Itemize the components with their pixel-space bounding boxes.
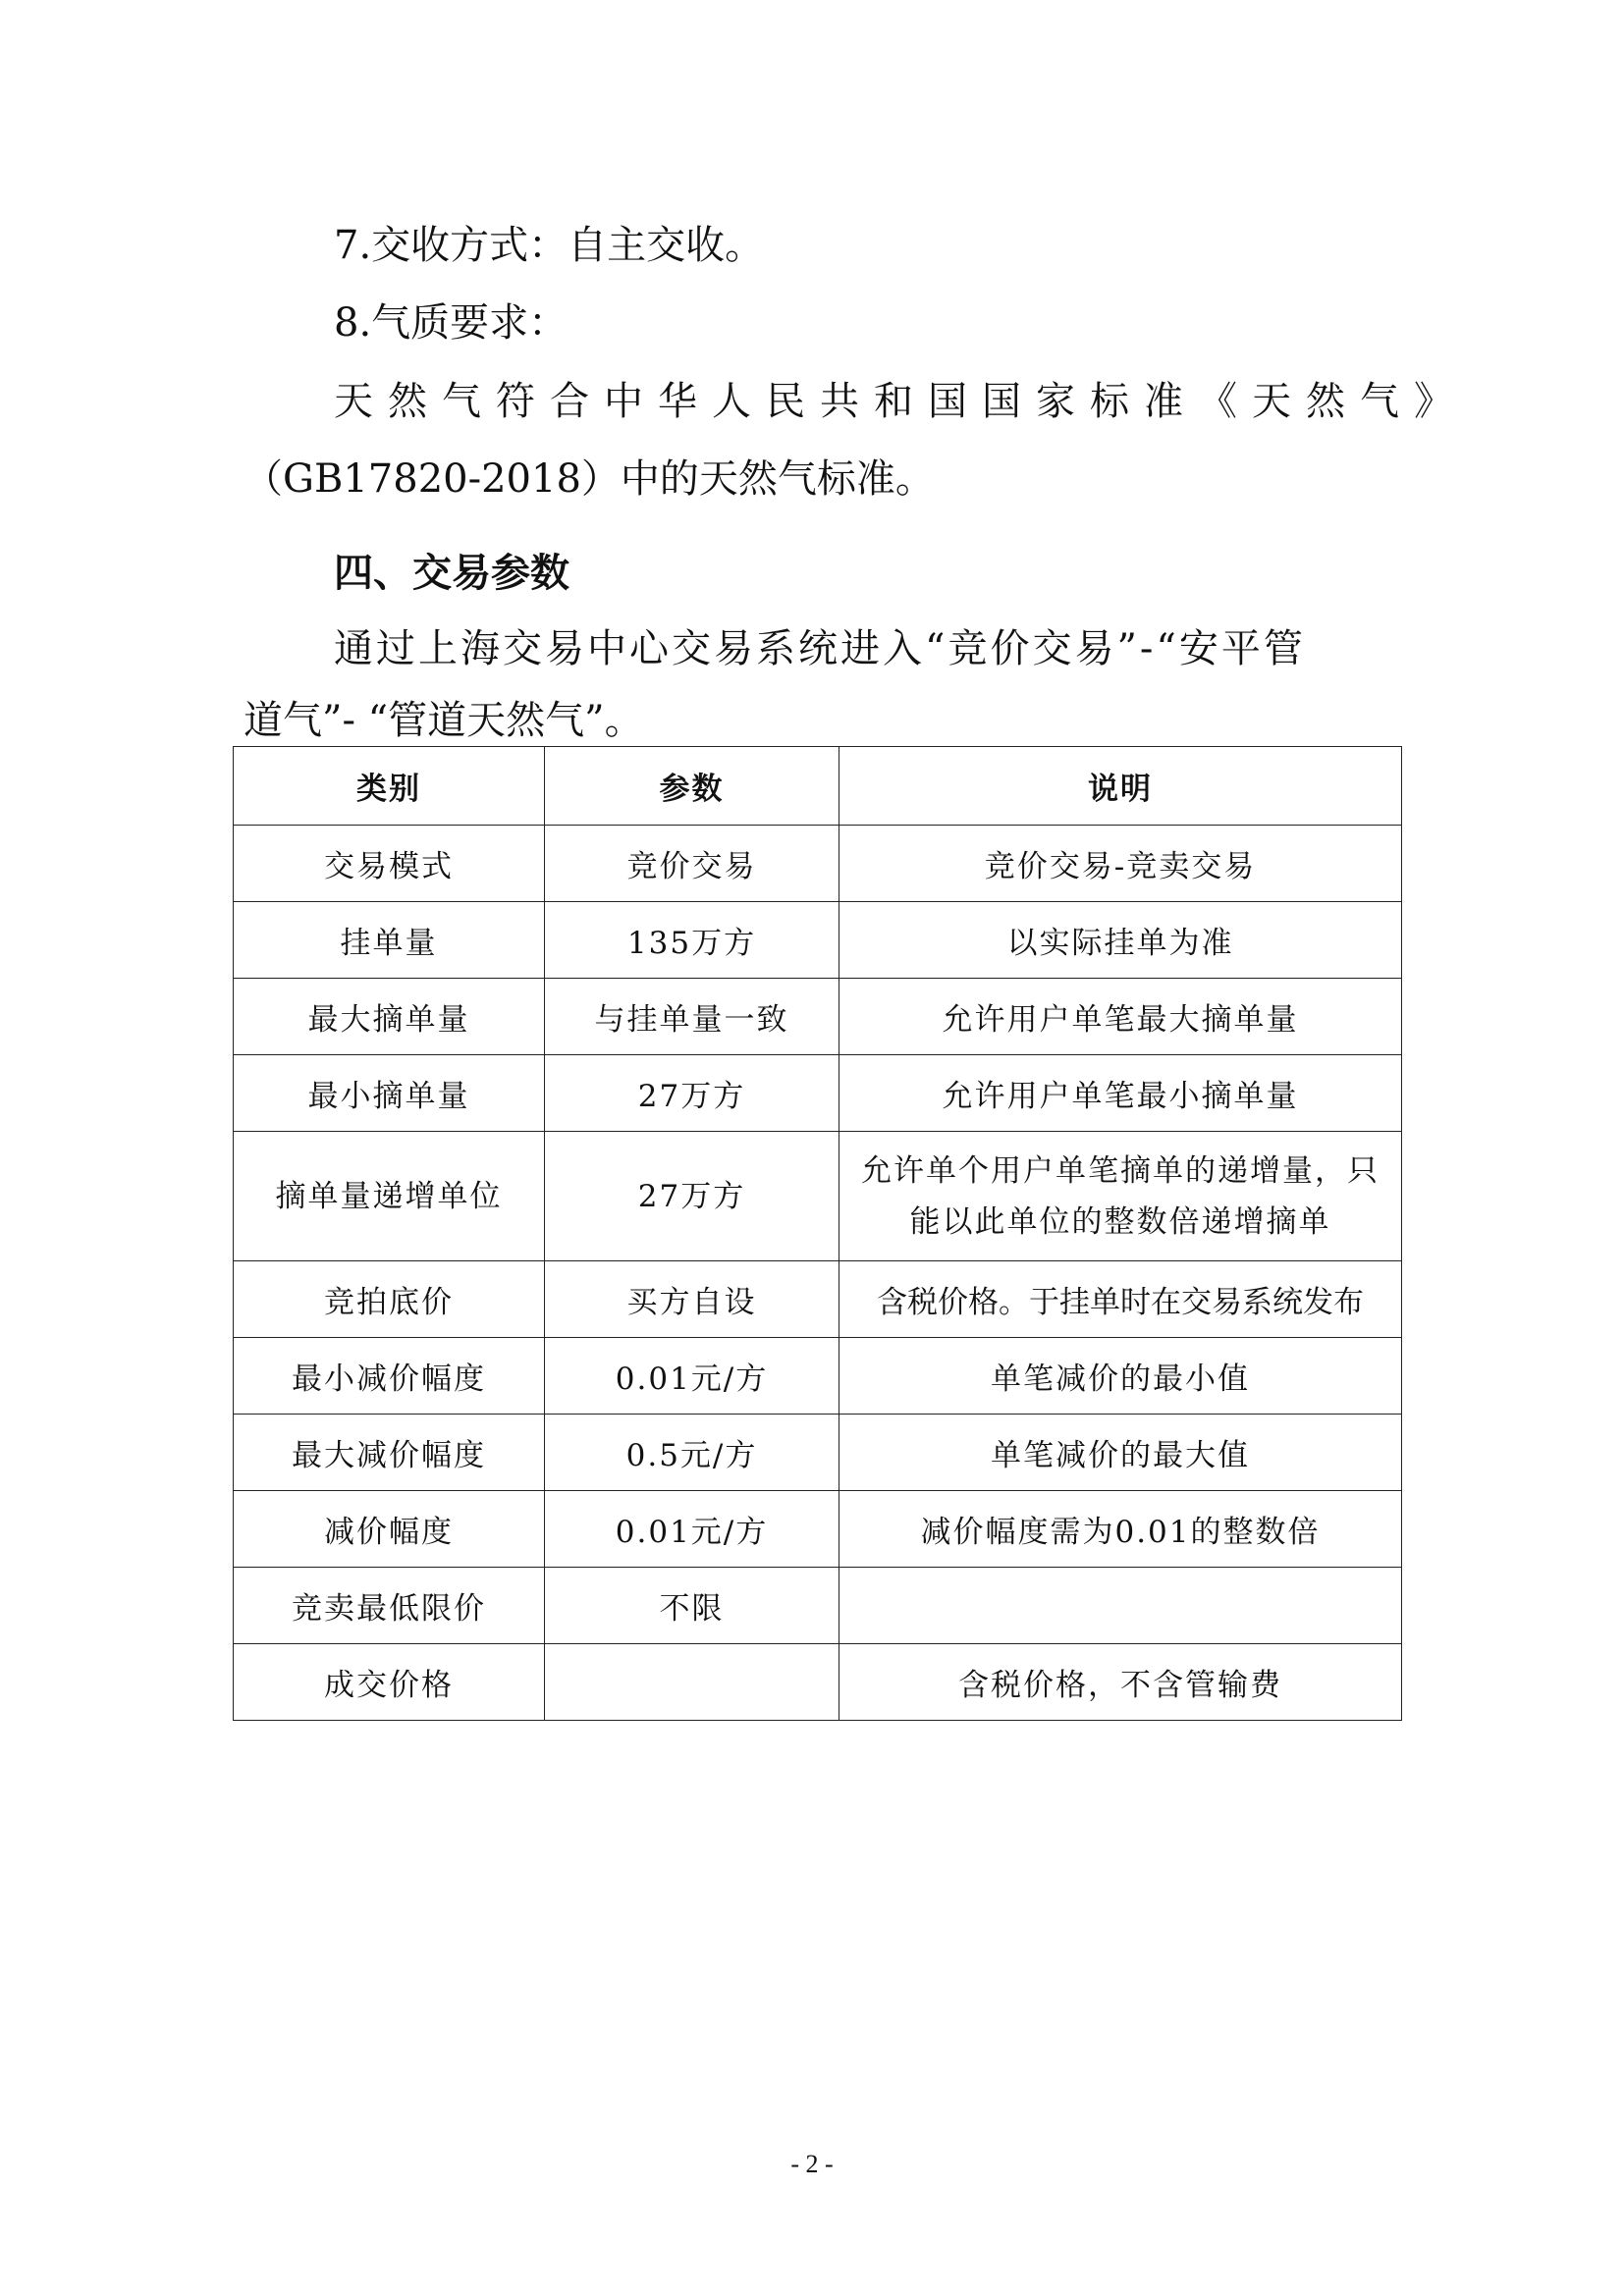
table-row — [234, 1415, 1402, 1491]
row-category: 竞拍底价 — [234, 1261, 545, 1338]
row-description-line-2: 能以此单位的整数倍递增摘单 — [909, 1203, 1331, 1240]
row-description: 含税价格。于挂单时在交易系统发布 — [839, 1261, 1402, 1338]
header-description: 说明 — [839, 747, 1402, 826]
table-row — [234, 1568, 1402, 1644]
table-row — [234, 826, 1402, 902]
row-parameter: 买方自设 — [545, 1261, 839, 1338]
intro-text-line-1: 通过上海交易中心交易系统进入“竞价交易”-“安平管 — [334, 626, 1306, 671]
row-parameter: 与挂单量一致 — [545, 979, 839, 1055]
row-description — [839, 1568, 1402, 1644]
header-category: 类别 — [234, 747, 545, 826]
item-8-gas-quality: 8.气质要求： — [334, 300, 568, 346]
row-category: 最小减价幅度 — [234, 1338, 545, 1415]
row-category: 挂单量 — [234, 902, 545, 979]
table-header-row — [234, 747, 1402, 826]
intro-text-line-2: 道气”- “管道天然气”。 — [244, 698, 644, 743]
row-description: 以实际挂单为准 — [839, 902, 1402, 979]
row-category: 交易模式 — [234, 826, 545, 902]
row-category: 成交价格 — [234, 1644, 545, 1721]
row-description — [839, 1132, 1402, 1261]
trading-parameters-table — [233, 746, 1402, 1721]
row-description-line-1: 允许单个用户单笔摘单的递增量，只 — [861, 1152, 1380, 1189]
quality-text-line-2: （GB17820-2018）中的天然气标准。 — [244, 456, 935, 502]
table-row — [234, 1055, 1402, 1132]
section-heading: 四、交易参数 — [334, 551, 569, 596]
row-category: 竞卖最低限价 — [234, 1568, 545, 1644]
item-7-delivery-method: 7.交收方式：自主交收。 — [334, 223, 765, 268]
table-row — [234, 1338, 1402, 1415]
row-category: 摘单量递增单位 — [234, 1132, 545, 1261]
row-category: 减价幅度 — [234, 1491, 545, 1568]
table-row — [234, 979, 1402, 1055]
row-parameter: 0.01元/方 — [545, 1491, 839, 1568]
row-parameter: 0.01元/方 — [545, 1338, 839, 1415]
table-row — [234, 1132, 1402, 1261]
table-row — [234, 902, 1402, 979]
row-parameter: 不限 — [545, 1568, 839, 1644]
quality-text-line-1: 天然气符合中华人民共和国国家标准《天然气》 — [334, 379, 1468, 424]
row-description: 竞价交易-竞卖交易 — [839, 826, 1402, 902]
row-parameter: 135万方 — [545, 902, 839, 979]
row-category: 最大摘单量 — [234, 979, 545, 1055]
row-description: 含税价格，不含管输费 — [839, 1644, 1402, 1721]
row-parameter: 0.5元/方 — [545, 1415, 839, 1491]
table-row — [234, 1261, 1402, 1338]
row-category: 最小摘单量 — [234, 1055, 545, 1132]
table-row — [234, 1491, 1402, 1568]
row-parameter — [545, 1644, 839, 1721]
row-description: 单笔减价的最大值 — [839, 1415, 1402, 1491]
row-parameter: 27万方 — [545, 1132, 839, 1261]
row-description: 允许用户单笔最小摘单量 — [839, 1055, 1402, 1132]
row-parameter: 27万方 — [545, 1055, 839, 1132]
row-description: 单笔减价的最小值 — [839, 1338, 1402, 1415]
row-description: 减价幅度需为0.01的整数倍 — [839, 1491, 1402, 1568]
row-parameter: 竞价交易 — [545, 826, 839, 902]
row-description: 允许用户单笔最大摘单量 — [839, 979, 1402, 1055]
table-row — [234, 1644, 1402, 1721]
header-parameter: 参数 — [545, 747, 839, 826]
row-category: 最大减价幅度 — [234, 1415, 545, 1491]
page-number: - 2 - — [790, 2150, 834, 2178]
